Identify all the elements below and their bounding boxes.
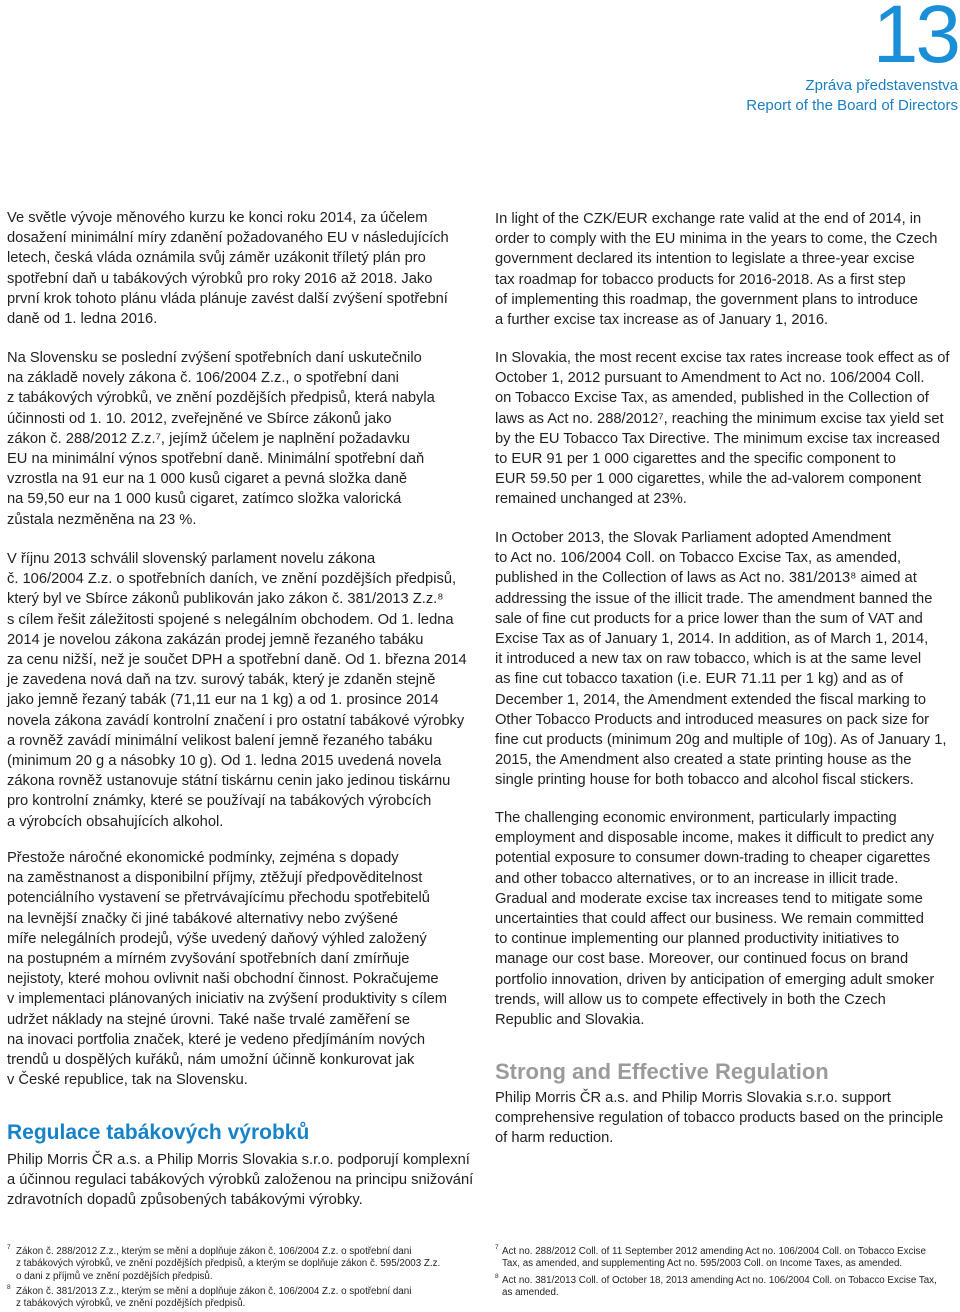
footnote-marker: 8 xyxy=(495,1273,499,1280)
text-line: Excise Tax as of January 1, 2014. In addition, as of March 1, 2014, xyxy=(495,631,929,648)
english-paragraph-economic-outlook xyxy=(495,808,934,1030)
text-line: v České republice, tak na Slovensku. xyxy=(7,1072,248,1089)
text-line: laws as Act no. 288/2012⁷, reaching the minimum excise tax yield set xyxy=(495,410,944,427)
text-line: EU na minimální výnos spotřební daně. Minimální spotřební daň xyxy=(7,451,425,468)
text-line: as fine cut tobacco taxation (i.e. EUR 71.11 per 1 kg) and as of xyxy=(495,671,903,688)
czech-paragraph-regulation xyxy=(7,1150,473,1211)
text-line: v implementaci plánovaných iniciativ na zvýšení produktivity s cílem xyxy=(7,991,447,1008)
text-line: Zákon č. 381/2013 Z.z., kterým se mění a doplňuje zákon č. 106/2004 Z.z. o spotřební dani xyxy=(16,1286,412,1297)
text-line: government declared its intention to legislate a three-year excise xyxy=(495,251,915,268)
english-paragraph-exchange-rate xyxy=(495,209,937,330)
section-title-czech: Zpráva představenstva xyxy=(805,77,958,94)
text-line: Na Slovensku se poslední zvýšení spotřebních daní uskutečnilo xyxy=(7,350,422,366)
text-line: na základě novely zákona č. 106/2004 Z.z., o spotřební dani xyxy=(7,370,399,387)
text-line: zůstala nezměněna na 23 %. xyxy=(7,511,197,528)
text-line: The challenging economic environment, particularly impacting xyxy=(495,810,897,826)
text-line: by the EU Tobacco Tax Directive. The minimum excise tax increased xyxy=(495,430,940,447)
text-line: Zákon č. 288/2012 Z.z., kterým se mění a doplňuje zákon č. 106/2004 Z.z. o spotřební dani xyxy=(16,1246,412,1257)
text-line: Other Tobacco Products and introduced measures on pack size for xyxy=(495,711,930,728)
text-line: na inovaci portfolia značek, které je vedeno předjímáním nových xyxy=(7,1031,426,1048)
text-line: daně od 1. ledna 2016. xyxy=(7,311,158,328)
czech-paragraph-economic-outlook xyxy=(7,848,447,1090)
text-line: míře nelegálních prodejů, výše uvedený daňový výhled založený xyxy=(7,930,427,947)
text-line: manage our cost base. Moreover, our continued focus on brand xyxy=(495,951,909,968)
text-line: comprehensive regulation of tobacco products based on the principle xyxy=(495,1110,944,1127)
text-line: potenciálního vystavení se přetrvávajícímu přechodu spotřebitelů xyxy=(7,890,430,907)
text-line: (minimum 20 g a násobky 10 g). Od 1. ledna 2015 uvedená novela xyxy=(7,753,442,770)
text-line: vzrostla na 91 eur na 1 000 kusů cigaret a pevná složka daně xyxy=(7,471,408,488)
text-line: addressing the issue of the illicit trade. The amendment banned the xyxy=(495,590,933,607)
text-line: letech, česká vláda oznámila svůj záměr uzákonit tříletý plán pro xyxy=(7,250,426,267)
text-line: trendů u dospělých kuřáků, nám umožní účinně konkurovat jak xyxy=(7,1052,415,1069)
footnote-marker: 7 xyxy=(7,1244,11,1251)
text-line: zákona rovněž ustanovuje státní tiskárnu cenin jako jedinou tiskárnu xyxy=(7,773,451,790)
text-line: a účinnou regulaci tabákových výrobků založenou na principu snižování xyxy=(7,1172,474,1189)
footnote-text xyxy=(16,1286,411,1311)
czech-paragraph-slovakia-excise xyxy=(7,348,435,530)
text-line: In October 2013, the Slovak Parliament adopted Amendment xyxy=(495,530,891,546)
footnote-text xyxy=(16,1246,440,1283)
text-line: of implementing this roadmap, the government plans to introduce xyxy=(495,291,918,308)
text-line: a výrobcích obsahujících alkohol. xyxy=(7,813,224,830)
text-line: za cenu nižší, než je součet DPH a spotřební daně. Od 1. března 2014 xyxy=(7,652,467,669)
text-line: je zavedena nová daň na tzv. surový tabák, který je zdaněn stejně xyxy=(7,672,436,689)
regulation-heading-english: Strong and Effective Regulation xyxy=(495,1059,829,1084)
footnote-marker: 7 xyxy=(495,1244,499,1251)
text-line: z tabákových výrobků, ve znění pozdějších předpisů, která nabyla xyxy=(7,390,435,407)
footnote-czech-8 xyxy=(7,1286,411,1311)
text-line: na zaměstnanost a disponibilní příjmy, ztěžují předpověditelnost xyxy=(7,870,423,887)
text-line: it introduced a new tax on raw tobacco, which is at the same level xyxy=(495,651,922,668)
text-line: č. 106/2004 Z.z. o spotřebních daních, ve znění pozdějších předpisů, xyxy=(7,571,457,588)
text-line: December 1, 2014, the Amendment extended the fiscal marking to xyxy=(495,691,927,708)
czech-paragraph-slovak-amendment xyxy=(7,549,467,832)
text-line: In Slovakia, the most recent excise tax rates increase took effect as of xyxy=(495,350,950,366)
text-line: z tabákových výrobků, ve znění pozdějších předpisů. xyxy=(16,1298,246,1310)
text-line: jako jemně řezaný tabák (71,11 eur na 1 kg) a od 1. prosince 2014 xyxy=(7,692,439,709)
text-line: s cílem řešit záležitosti spojené s nelegálním obchodem. Od 1. ledna xyxy=(7,611,454,628)
text-line: single printing house for both tobacco and alcohol fiscal stickers. xyxy=(495,772,914,789)
text-line: a further excise tax increase as of January 1, 2016. xyxy=(495,312,829,329)
english-paragraph-slovakia-excise xyxy=(495,348,949,510)
text-line: Gradual and moderate excise tax increases tend to mitigate some xyxy=(495,890,923,907)
text-line: to Act no. 106/2004 Coll. on Tobacco Excise Tax, as amended, xyxy=(495,550,902,567)
text-line: Tax, as amended, and supplementing Act no. 595/2003 Coll. on Income Taxes, as amended. xyxy=(502,1258,903,1270)
text-line: udržet náklady na stejné úrovni. Také naše trvalé zaměření se xyxy=(7,1011,411,1028)
text-line: z tabákových výrobků, ve znění pozdějších předpisů, a kterým se doplňuje zákon č. 595/2003 Z.z. xyxy=(16,1258,441,1270)
text-line: první krok tohoto plánu vláda plánuje zavést další zvýšení spotřební xyxy=(7,290,448,307)
text-line: to EUR 91 per 1 000 cigarettes and the specific component to xyxy=(495,451,896,468)
text-line: spotřební daň u tabákových výrobků pro roky 2016 až 2018. Jako xyxy=(7,270,433,287)
text-line: dosažení minimální míry zdanění požadovaného EU v následujících xyxy=(7,230,449,247)
text-line: of harm reduction. xyxy=(495,1130,614,1147)
text-line: V říjnu 2013 schválil slovenský parlament novelu zákona xyxy=(7,551,376,567)
text-line: Ve světle vývoje měnového kurzu ke konci roku 2014, za účelem xyxy=(7,210,428,226)
text-line: EUR 59.50 per 1 000 cigarettes, while the ad-valorem component xyxy=(495,471,922,488)
text-line: 2014 je novelou zákona zakázán prodej jemně řezaného tabáku xyxy=(7,631,424,648)
text-line: Přestože náročné ekonomické podmínky, zejména s dopady xyxy=(7,850,399,866)
text-line: na postupném a mírném zvyšování spotřebních daní zmírňuje xyxy=(7,951,410,968)
text-line: Philip Morris ČR a.s. a Philip Morris Slovakia s.r.o. podporují komplexní xyxy=(7,1152,470,1168)
text-line: zdravotních dopadů způsobených tabákovými výrobky. xyxy=(7,1192,363,1209)
text-line: Philip Morris ČR a.s. and Philip Morris Slovakia s.r.o. support xyxy=(495,1090,891,1106)
text-line: a rovněž zavádí minimální velikost balení jemně řezaného tabáku xyxy=(7,732,433,749)
text-line: on Tobacco Excise Tax, as amended, published in the Collection of xyxy=(495,390,929,407)
text-line: remained unchanged at 23%. xyxy=(495,491,687,508)
text-line: který byl ve Sbírce zákonů publikován jako zákon č. 381/2013 Z.z.⁸ xyxy=(7,591,444,608)
text-line: fine cut products (minimum 20g and multiple of 10g). As of January 1, xyxy=(495,732,947,749)
english-paragraph-slovak-amendment xyxy=(495,528,946,791)
section-title xyxy=(746,76,958,116)
footnote-marker: 8 xyxy=(7,1284,11,1291)
section-title-english: Report of the Board of Directors xyxy=(746,97,958,114)
text-line: nejistoty, které mohou ovlivnit naši obchodní činnost. Pokračujeme xyxy=(7,971,439,988)
czech-paragraph-exchange-rate xyxy=(7,208,449,329)
text-line: 2015, the Amendment also created a state printing house as the xyxy=(495,752,912,769)
text-line: to continue implementing our planned productivity initiatives to xyxy=(495,931,900,948)
text-line: published in the Collection of laws as Act no. 381/2013⁸ aimed at xyxy=(495,570,917,587)
text-line: Act no. 288/2012 Coll. of 11 September 2012 amending Act no. 106/2004 Coll. on Tobacco Excise xyxy=(502,1246,926,1257)
footnote-text xyxy=(502,1246,926,1271)
text-line: October 1, 2012 pursuant to Amendment to Act no. 106/2004 Coll. xyxy=(495,370,925,387)
text-line: novela zákona zavádí kontrolní značení i pro ostatní tabákové výrobky xyxy=(7,712,465,729)
text-line: employment and disposable income, makes it difficult to predict any xyxy=(495,830,934,847)
text-line: order to comply with the EU minima in the years to come, the Czech xyxy=(495,231,938,248)
text-line: In light of the CZK/EUR exchange rate valid at the end of 2014, in xyxy=(495,211,922,227)
text-line: Republic and Slovakia. xyxy=(495,1012,645,1029)
page-number: 13 xyxy=(872,0,958,80)
text-line: na levnější značky či jiné tabákové alternativy nebo zvýšené xyxy=(7,910,399,927)
regulation-heading-czech: Regulace tabákových výrobků xyxy=(7,1121,310,1144)
text-line: zákon č. 288/2012 Z.z.⁷, jejímž účelem je naplnění požadavku xyxy=(7,430,410,447)
text-line: na 59,50 eur na 1 000 kusů cigaret, zatímco složka valorická xyxy=(7,491,402,508)
footnote-english-7 xyxy=(495,1246,926,1271)
text-line: tax roadmap for tobacco products for 2016-2018. As a first step xyxy=(495,271,906,288)
text-line: potential exposure to consumer down-trading to cheaper cigarettes xyxy=(495,850,931,867)
footnote-czech-7 xyxy=(7,1246,440,1283)
text-line: účinnosti od 1. 10. 2012, zveřejněné ve Sbírce zákonů jako xyxy=(7,410,392,427)
text-line: Act no. 381/2013 Coll. of October 18, 2013 amending Act no. 106/2004 Coll. on Tobacco Excise Tax, xyxy=(502,1275,937,1286)
footnote-english-8 xyxy=(495,1275,937,1300)
text-line: portfolio innovation, driven by anticipation of emerging adult smoker xyxy=(495,971,935,988)
text-line: pro kontrolní známky, které se používají na tabákových výrobcích xyxy=(7,793,432,810)
footnote-text xyxy=(502,1275,937,1300)
text-line: uncertainties that could affect our business. We remain committed xyxy=(495,911,924,928)
text-line: o dani z příjmů ve znění pozdějších předpisů. xyxy=(16,1270,213,1282)
text-line: as amended. xyxy=(502,1287,559,1299)
english-paragraph-regulation xyxy=(495,1088,943,1149)
text-line: sale of fine cut products for a price lower than the sum of VAT and xyxy=(495,610,923,627)
text-line: trends, will allow us to compete effectively in both the Czech xyxy=(495,991,886,1008)
text-line: and other tobacco alternatives, or to an increase in illicit trade. xyxy=(495,870,899,887)
